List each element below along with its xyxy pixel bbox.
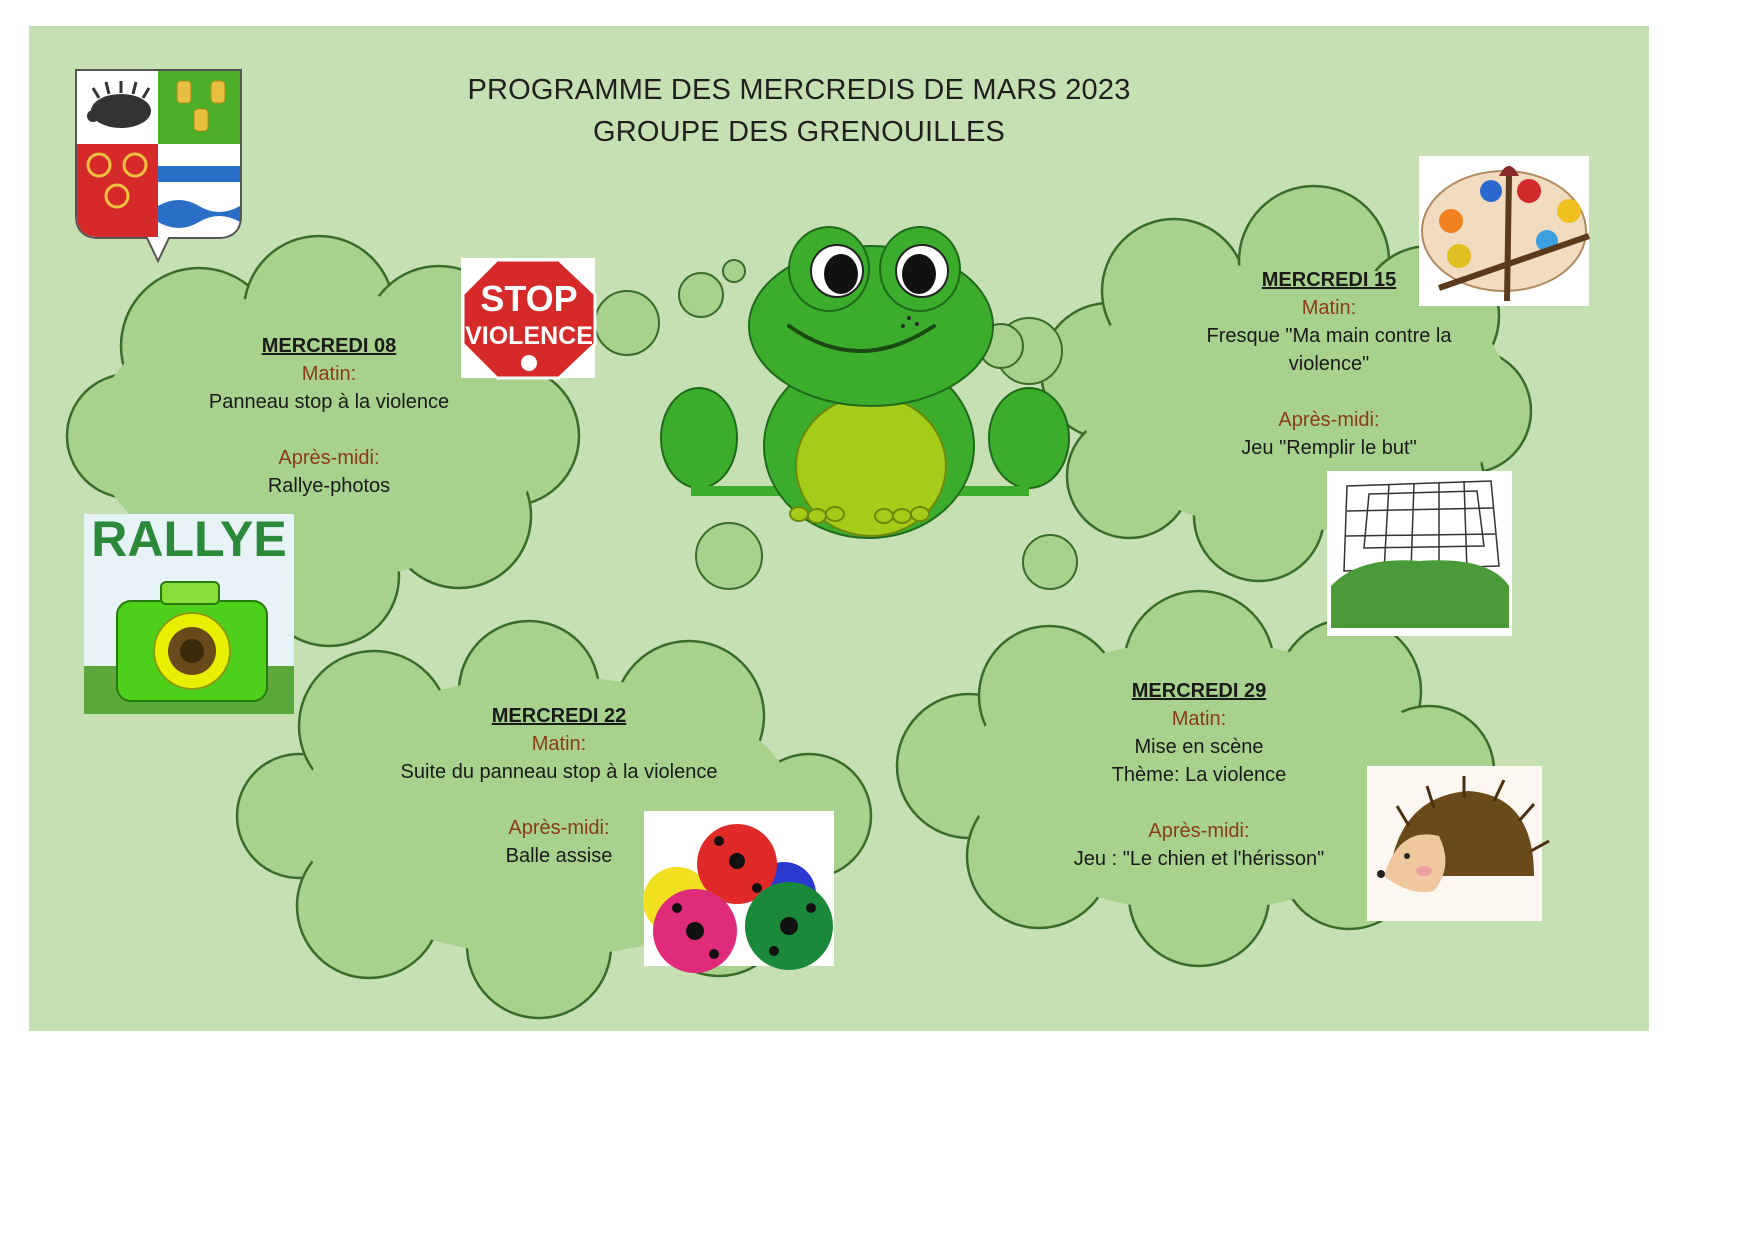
goal-net-image xyxy=(1327,471,1512,636)
matin-activity-line1: Fresque "Ma main contre la xyxy=(1206,325,1452,347)
poster-artwork xyxy=(29,26,1649,1031)
matin-activity: Suite du panneau stop à la violence xyxy=(400,761,718,783)
apres-midi-label: Après-midi: xyxy=(1278,409,1380,431)
apres-midi-activity: Rallye-photos xyxy=(267,475,391,497)
apres-midi-label: Après-midi: xyxy=(278,447,380,469)
stop-text: STOP xyxy=(480,278,578,319)
matin-activity-line1: Mise en scène xyxy=(1134,736,1264,758)
day-heading: MERCREDI 22 xyxy=(491,705,627,727)
matin-label: Matin: xyxy=(1301,297,1357,319)
matin-activity-line2: Thème: La violence xyxy=(1111,764,1287,786)
frog-illustration xyxy=(661,227,1069,538)
schedule-mercredi-08 xyxy=(109,332,549,500)
matin-activity: Panneau stop à la violence xyxy=(208,391,450,413)
matin-label: Matin: xyxy=(301,363,357,385)
apres-midi-label: Après-midi: xyxy=(508,817,610,839)
apres-midi-label: Après-midi: xyxy=(1148,820,1250,842)
schedule-mercredi-29 xyxy=(989,677,1409,873)
poster xyxy=(29,26,1649,1031)
schedule-mercredi-15 xyxy=(1119,266,1539,462)
page-title: PROGRAMME DES MERCREDIS DE MARS 2023 xyxy=(467,74,1131,106)
page-subtitle: GROUPE DES GRENOUILLES xyxy=(592,116,1006,148)
day-heading: MERCREDI 08 xyxy=(261,335,397,357)
apres-midi-activity: Balle assise xyxy=(505,845,613,867)
matin-activity-line2: violence" xyxy=(1288,353,1370,375)
violence-text: VIOLENCE xyxy=(465,322,593,350)
matin-label: Matin: xyxy=(1171,708,1227,730)
apres-midi-activity: Jeu : "Le chien et l'hérisson" xyxy=(1073,848,1325,870)
day-heading: MERCREDI 29 xyxy=(1131,680,1267,702)
schedule-mercredi-22 xyxy=(329,702,789,870)
rallye-camera-image xyxy=(84,511,294,714)
matin-label: Matin: xyxy=(531,733,587,755)
day-heading: MERCREDI 15 xyxy=(1261,269,1397,291)
rallye-word: RALLYE xyxy=(91,511,287,567)
apres-midi-activity: Jeu "Remplir le but" xyxy=(1241,437,1417,459)
